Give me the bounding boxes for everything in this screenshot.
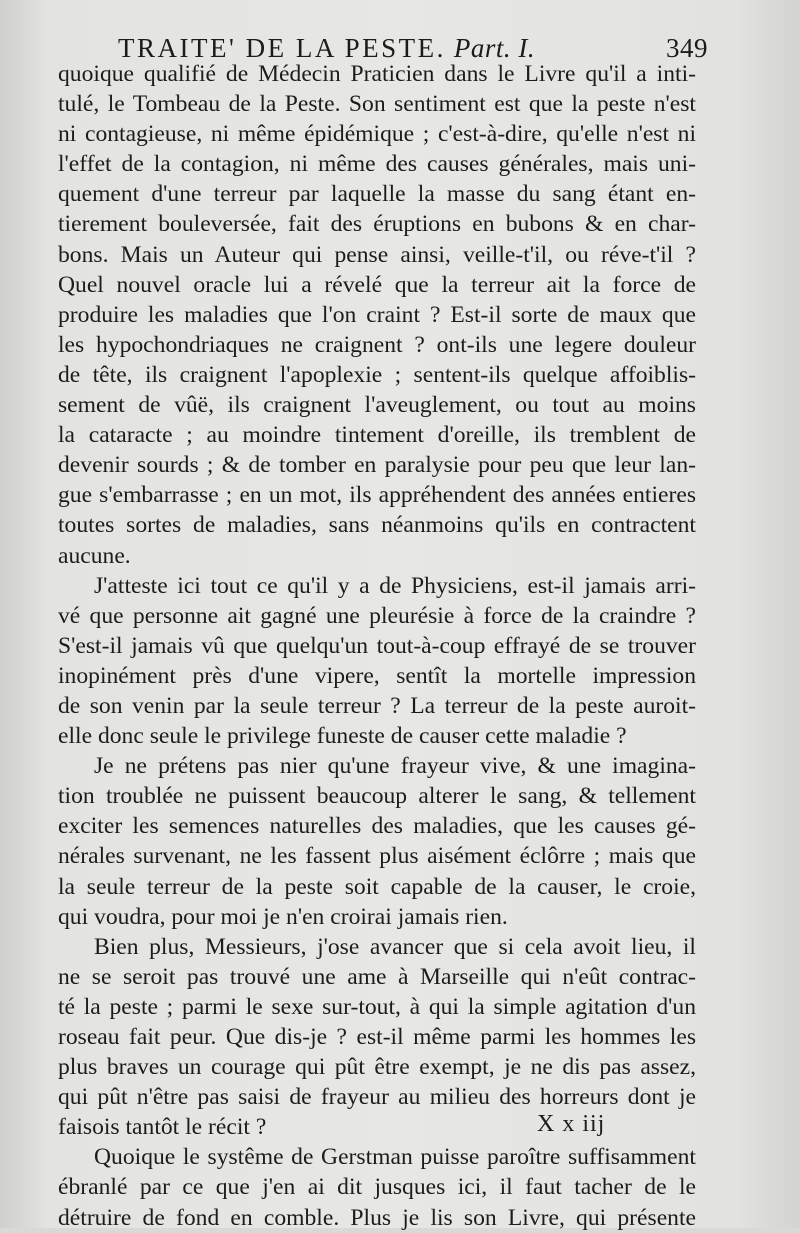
text-line: Je ne prétens pas nier qu'une frayeur vive, & une imagina- (94, 753, 696, 780)
body-text (58, 59, 696, 1233)
text-line: té la peste ; parmi le sexe sur-tout, à qui la simple agitation d'un (58, 993, 696, 1020)
text-line: exciter les semences naturelles des maladies, que les causes gé- (58, 813, 696, 840)
text-line: bons. Mais un Auteur qui pense ainsi, veille-t'il, ou réve-t'il ? (58, 241, 696, 268)
text-line: toutes sortes de maladies, sans néanmoins qu'ils en contractent (58, 512, 696, 539)
text-line: la cataracte ; au moindre tintement d'oreille, ils tremblent de (58, 422, 696, 449)
text-line: roseau fait peur. Que dis-je ? est-il même parmi les hommes les (58, 1024, 696, 1050)
text-line: détruire de fond en comble. Plus je lis son Livre, qui présente (58, 1204, 696, 1231)
text-line: vé que personne ait gagné une pleurésie à force de la craindre ? (58, 602, 696, 629)
page-number: 349 (666, 33, 708, 63)
text-line: inopinément près d'une vipere, sentît la mortelle impression (58, 662, 696, 689)
part-label: Part. I. (453, 33, 536, 63)
text-line: ne se seroit pas trouvé une ame à Marseille qui n'eût contrac- (58, 963, 696, 990)
text-line: produire les maladies que l'on craint ? Est-il sorte de maux que (58, 301, 696, 328)
text-line: J'atteste ici tout ce qu'il y a de Physiciens, est-il jamais arri- (94, 572, 696, 599)
text-line: de tête, ils craignent l'apoplexie ; sentent-ils quelque affoiblis- (58, 361, 696, 388)
text-line: ni contagieuse, ni même épidémique ; c'est-à-dire, qu'elle n'est ni (58, 121, 696, 148)
signature-mark: X x iij (537, 1111, 606, 1137)
text-line: gue s'embarrasse ; en un mot, ils appréhendent des années entieres (58, 482, 696, 509)
text-line: S'est-il jamais vû que quelqu'un tout-à-coup effrayé de se trouver (58, 632, 696, 659)
text-line: qui voudra, pour moi je n'en croirai jamais rien. (58, 903, 508, 930)
text-line: elle donc seule le privilege funeste de causer cette maladie ? (58, 723, 627, 750)
text-line: aucune. (58, 542, 131, 569)
text-line: ébranlé par ce que j'en ai dit jusques ici, il faut tacher de le (58, 1174, 696, 1201)
text-line: faisois tantôt le récit ? (58, 1114, 267, 1141)
text-line: quoique qualifié de Médecin Praticien dans le Livre qu'il a inti- (58, 61, 696, 87)
text-line: Quel nouvel oracle lui a révelé que la terreur ait la force de (58, 271, 696, 298)
text-line: Quoique le systême de Gerstman puisse paroître suffisamment (94, 1144, 696, 1171)
text-line: tierement bouleversée, fait des éruptions en bubons & en char- (58, 211, 696, 238)
text-line: devenir sourds ; & de tomber en paralysie pour peu que leur lan- (58, 452, 696, 479)
text-line: de son venin par la seule terreur ? La terreur de la peste auroit- (58, 692, 696, 719)
text-line: tulé, le Tombeau de la Peste. Son sentiment est que la peste n'est (58, 91, 696, 118)
text-line: nérales survenant, ne les fassent plus aisément éclôrre ; mais que (58, 843, 696, 870)
text-line: l'effet de la contagion, ni même des causes générales, mais uni- (58, 151, 696, 178)
text-line: la seule terreur de la peste soit capable de la causer, le croie, (58, 873, 696, 900)
text-line: plus braves un courage qui pût être exempt, je ne dis pas assez, (58, 1054, 696, 1081)
running-title: TRAITE' DE LA PESTE. (118, 33, 446, 63)
text-line: qui pût n'être pas saisi de frayeur au milieu des horreurs dont je (58, 1084, 696, 1111)
text-line: quement d'une terreur par laquelle la masse du sang étant en- (58, 181, 696, 208)
text-line: sement de vûë, ils craignent l'aveuglement, ou tout au moins (58, 392, 696, 419)
text-line: les hypochondriaques ne craignent ? ont-ils une legere douleur (58, 331, 696, 358)
text-line: tion troublée ne puissent beaucoup alterer le sang, & tellement (58, 783, 696, 810)
text-line: Bien plus, Messieurs, j'ose avancer que si cela avoit lieu, il (94, 933, 696, 960)
